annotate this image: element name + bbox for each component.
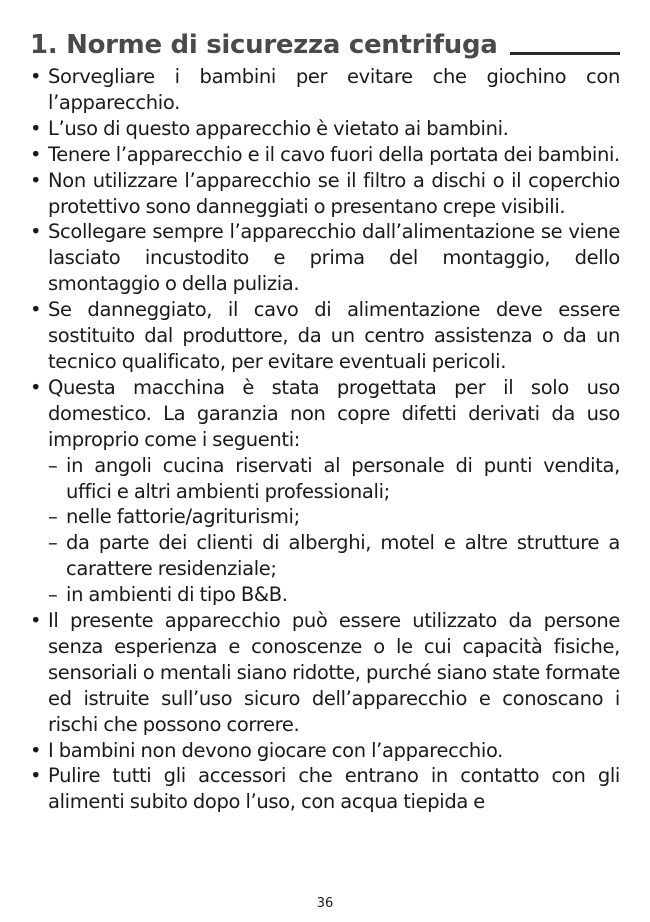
bullet-icon: • — [30, 65, 42, 88]
page-number: 36 — [316, 896, 334, 911]
sub-list-item — [48, 530, 620, 582]
list-item — [30, 219, 620, 297]
bullet-icon: • — [30, 168, 42, 192]
bullet-icon: • — [30, 738, 42, 762]
list-item-text: Se danneggiato, il cavo di alimentazione deve essere sostituito dal produttore, da un centro assistenza o da un tecnico qualificato, per evitare eventuali pericoli. — [48, 298, 620, 373]
list-item — [30, 168, 620, 220]
list-item-text: Tenere l’apparecchio e il cavo fuori della portata dei bambini. — [48, 142, 620, 166]
bullet-icon: • — [30, 116, 42, 140]
heading-rule — [510, 52, 620, 55]
sub-list-item-text: nelle fattorie/agriturismi; — [66, 505, 300, 529]
list-item — [30, 116, 620, 142]
sub-list-item-text: da parte dei clienti di alberghi, motel e altre strutture a carattere residenziale; — [66, 531, 620, 581]
dash-icon: – — [48, 583, 58, 607]
list-item — [30, 375, 620, 608]
list-item-text: Non utilizzare l’apparecchio se il filtro a dischi o il coperchio protettivo sono danneggiati o presentano crepe visibili. — [48, 168, 620, 218]
page-content — [30, 26, 620, 815]
list-item — [30, 608, 620, 738]
section-title: 1. Norme di sicurezza centrifuga — [30, 30, 498, 60]
list-item-text: L’uso di questo apparecchio è vietato ai bambini. — [48, 116, 509, 140]
list-item-text: Scollegare sempre l’apparecchio dall’alimentazione se viene lasciato incustodito e prima del montaggio, dello smontaggio o della pulizia. — [48, 220, 620, 296]
sub-list — [48, 453, 620, 608]
dash-icon: – — [48, 505, 58, 529]
bullet-icon: • — [30, 298, 42, 322]
sub-list-item — [48, 504, 620, 530]
list-item-text: Sorvegliare i bambini per evitare che giochino con l’apparecchio. — [48, 65, 620, 114]
dash-icon: – — [48, 531, 58, 555]
sub-list-item-text: in ambienti di tipo B&B. — [66, 583, 288, 607]
list-item-text: Il presente apparecchio può essere utilizzato da persone senza esperienza e conoscenze o le cui capacità fisiche, sensoriali o mentali siano ridotte, purché siano state formate ed istruite sull’uso sicuro dell’apparecchio e conoscano i rischi che possono correre. — [48, 609, 620, 736]
bullet-icon: • — [30, 142, 42, 166]
list-item — [30, 64, 620, 116]
list-item-text: I bambini non devono giocare con l’apparecchio. — [48, 738, 504, 762]
list-item-text: Questa macchina è stata progettata per il solo uso domestico. La garanzia non copre difetti derivati da uso improprio come i seguenti: — [48, 375, 620, 451]
bullet-icon: • — [30, 764, 42, 788]
sub-list-item-text: in angoli cucina riservati al personale di punti vendita, uffici e altri ambienti professionali; — [66, 453, 620, 503]
list-item — [30, 763, 620, 815]
list-item — [30, 142, 620, 168]
section-heading — [30, 26, 620, 60]
bullet-icon: • — [30, 220, 42, 244]
list-item — [30, 738, 620, 764]
list-item — [30, 297, 620, 375]
safety-list — [30, 64, 620, 815]
bullet-icon: • — [30, 375, 42, 399]
bullet-icon: • — [30, 609, 42, 633]
dash-icon: – — [48, 453, 58, 477]
sub-list-item — [48, 582, 620, 608]
list-item-text: Pulire tutti gli accessori che entrano in contatto con gli alimenti subito dopo l’uso, con acqua tiepida e — [48, 764, 620, 814]
sub-list-item — [48, 453, 620, 505]
